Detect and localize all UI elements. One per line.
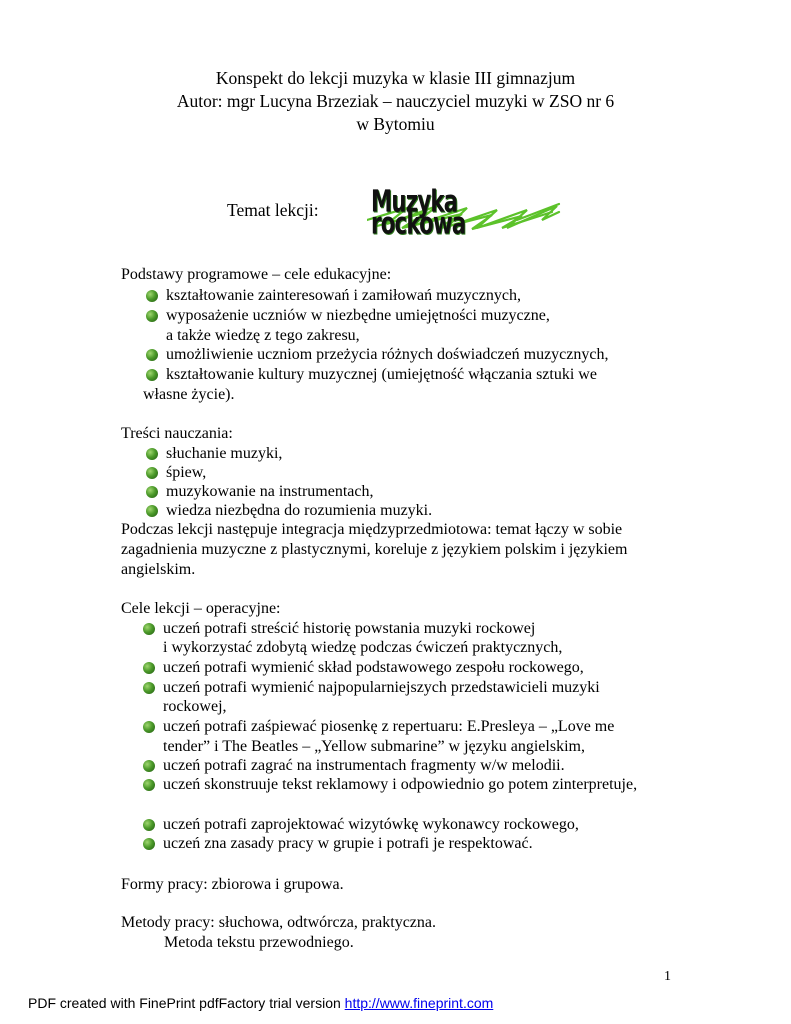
list-item-continuation: rockowej, (163, 698, 227, 715)
list-item: uczeń zna zasady pracy w grupie i potrafi je respektować. (163, 834, 533, 853)
bullet-icon (143, 760, 155, 772)
list-item: uczeń skonstruuje tekst reklamowy i odpowiednio go potem zinterpretuje, (163, 775, 637, 794)
list-item: wiedza niezbędna do rozumienia muzyki. (166, 501, 432, 520)
page-number: 1 (664, 969, 671, 984)
list-item-continuation: a także wiedzę z tego zakresu, (166, 327, 360, 344)
formy-pracy: Formy pracy: zbiorowa i grupowa. (121, 876, 344, 893)
footer-text: PDF created with FinePrint pdfFactory trial version (28, 995, 345, 1011)
header-author: Autor: mgr Lucyna Brzeziak – nauczyciel muzyki w ZSO nr 6 (176, 91, 615, 111)
list-item-continuation: i wykorzystać zdobytą wiedzę podczas ćwiczeń praktycznych, (163, 639, 563, 656)
paragraph-line: angielskim. (121, 561, 196, 578)
bullet-icon (146, 349, 158, 361)
list-item: uczeń potrafi streścić historię powstania muzyki rockowej (163, 619, 535, 638)
paragraph-line: Podczas lekcji następuje integracja międzyprzedmiotowa: temat łączy w sobie (121, 521, 623, 538)
list-item: uczeń potrafi wymienić najpopularniejszych przedstawicieli muzyki (163, 678, 600, 697)
bullet-icon (143, 623, 155, 635)
list-item: kształtowanie zainteresowań i zamiłowań muzycznych, (166, 286, 521, 305)
tresci-heading: Treści nauczania: (121, 425, 233, 442)
list-item: umożliwienie uczniom przeżycia różnych doświadczeń muzycznych, (166, 345, 608, 364)
bullet-icon (143, 838, 155, 850)
bullet-icon (143, 682, 155, 694)
list-item-continuation: własne życie). (143, 386, 235, 403)
list-item: uczeń potrafi zaprojektować wizytówkę wykonawcy rockowego, (163, 815, 579, 834)
header-title: Konspekt do lekcji muzyka w klasie III gimnazjum (215, 68, 576, 88)
metoda-tekstu: Metoda tekstu przewodniego. (164, 934, 354, 951)
list-item: uczeń potrafi zagrać na instrumentach fragmenty w/w melodii. (163, 756, 565, 775)
list-item: słuchanie muzyki, (166, 444, 282, 463)
list-item: muzykowanie na instrumentach, (166, 482, 374, 501)
bullet-icon (146, 369, 158, 381)
topic-label: Temat lekcji: (227, 200, 319, 220)
list-item-continuation: tender” i The Beatles – „Yellow submarine” w języku angielskim, (163, 738, 585, 755)
bullet-icon (146, 448, 158, 460)
bullet-icon (143, 662, 155, 674)
topic-wordart (367, 185, 567, 242)
metody-pracy: Metody pracy: słuchowa, odtwórcza, praktyczna. (121, 914, 436, 931)
list-item: śpiew, (166, 463, 206, 482)
bullet-icon (146, 467, 158, 479)
bullet-icon (146, 290, 158, 302)
header-city: w Bytomiu (356, 114, 435, 134)
bullet-icon (146, 486, 158, 498)
podstawy-heading: Podstawy programowe – cele edukacyjne: (121, 266, 392, 283)
footer-link[interactable]: http://www.fineprint.com (344, 995, 494, 1011)
cele-heading: Cele lekcji – operacyjne: (121, 600, 281, 617)
footer-watermark (28, 994, 493, 1013)
bullet-icon (146, 310, 158, 322)
topic-wordart-text: Muzyka rockowa (371, 185, 466, 242)
list-item: uczeń potrafi wymienić skład podstawowego zespołu rockowego, (163, 658, 584, 677)
bullet-icon (143, 779, 155, 791)
bullet-icon (143, 819, 155, 831)
bullet-icon (143, 721, 155, 733)
list-item: uczeń potrafi zaśpiewać piosenkę z repertuaru: E.Presleya – „Love me (163, 717, 614, 736)
bullet-icon (146, 505, 158, 517)
list-item: wyposażenie uczniów w niezbędne umiejętności muzyczne, (166, 306, 550, 325)
paragraph-line: zagadnienia muzyczne z plastycznymi, koreluje z językiem polskim i językiem (121, 541, 628, 558)
list-item: kształtowanie kultury muzycznej (umiejętność włączania sztuki we (166, 365, 597, 384)
